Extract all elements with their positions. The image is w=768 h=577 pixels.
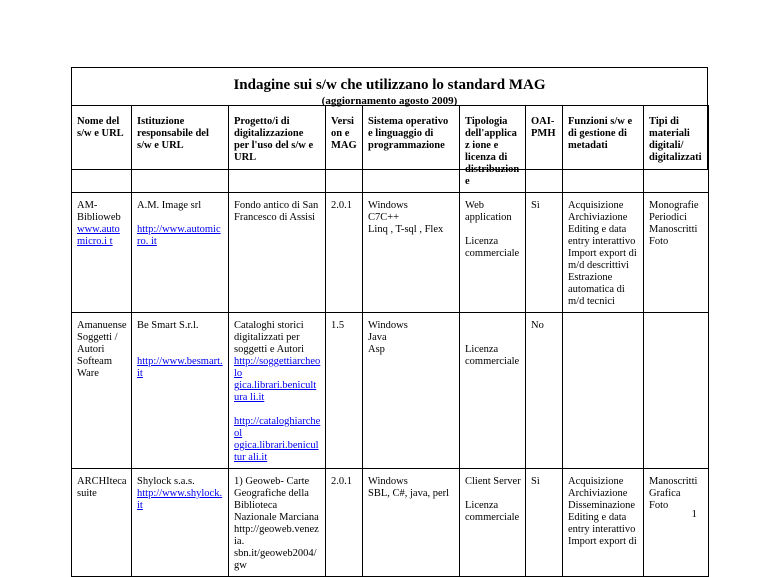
material-line: Periodici xyxy=(649,212,687,223)
function-line: Disseminazione xyxy=(568,500,636,511)
software-name-cell: Amanuense Soggetti / Autori Softeam Ware xyxy=(72,313,132,469)
software-name-cell: ARCHIteca suite xyxy=(72,469,132,577)
function-line: Import export di xyxy=(568,536,637,547)
software-link[interactable]: www.automicro.i t xyxy=(77,224,120,247)
document-title: Indagine sui s/w che utilizzano lo standard MAG xyxy=(233,77,546,93)
institution-link[interactable]: http://www.shylock.it xyxy=(137,488,223,511)
header-cell: Tipologia dell'applicaz ione e licenza di distribuzion e xyxy=(460,106,526,193)
header-cell: Istituzione responsabile del s/w e URL xyxy=(132,106,229,193)
header-cell: Nome del s/w e URL xyxy=(72,106,132,193)
institution-name: A.M. Image srl xyxy=(137,200,202,211)
function-line: Archiviazione xyxy=(568,488,628,499)
software-table xyxy=(71,105,709,577)
functions-cell xyxy=(563,193,644,313)
project-link[interactable]: http://soggettiarcheolo gica.librari.benicultura li.it xyxy=(234,356,321,403)
table-header-row xyxy=(72,106,709,193)
header-cell: OAI-PMH xyxy=(526,106,563,193)
license: Licenza commerciale xyxy=(465,500,520,523)
materials-cell xyxy=(644,193,709,313)
material-line: Foto xyxy=(649,236,669,247)
table-row xyxy=(72,469,709,577)
os-line: Asp xyxy=(368,344,385,355)
material-line: Grafica xyxy=(649,488,681,499)
institution-name: Be Smart S.r.l. xyxy=(137,320,199,331)
institution-link[interactable]: http://www.automicro. it xyxy=(137,224,221,247)
function-line: Editing e data entry interattivo xyxy=(568,224,636,247)
table-row xyxy=(72,193,709,313)
function-line: Acquisizione xyxy=(568,200,624,211)
version-cell: 2.0.1 xyxy=(326,469,363,577)
project-link[interactable]: http://cataloghiarcheol ogica.librari.benicultur ali.it xyxy=(234,416,321,463)
project-name: Cataloghi storici digitalizzati per soggetti e Autori xyxy=(234,320,304,355)
type-cell xyxy=(460,313,526,469)
material-line: Monografie xyxy=(649,200,699,211)
functions-cell xyxy=(563,469,644,577)
oai-cell: Sì xyxy=(526,193,563,313)
institution-name: Shylock s.a.s. xyxy=(137,476,195,487)
project-cell: Fondo antico di San Francesco di Assisi xyxy=(229,193,326,313)
header-cell: Tipi di materiali digitali/ digitalizzati xyxy=(644,106,709,193)
function-line: Editing e data entry interattivo xyxy=(568,512,636,535)
institution-cell xyxy=(132,193,229,313)
header-cell: Funzioni s/w e di gestione di metadati xyxy=(563,106,644,193)
project-cell xyxy=(229,313,326,469)
material-line: Foto xyxy=(649,500,669,511)
function-line: Archiviazione xyxy=(568,212,628,223)
institution-cell xyxy=(132,313,229,469)
project-cell: 1) Geoweb- Carte Geografiche della Biblioteca Nazionale Marciana http://geoweb.venezia. sbn.it/geoweb2004/gw xyxy=(229,469,326,577)
materials-cell xyxy=(644,469,709,577)
application-type: Client Server xyxy=(465,476,521,487)
materials-cell xyxy=(644,313,709,469)
table-row xyxy=(72,313,709,469)
os-cell xyxy=(363,313,460,469)
oai-cell: Sì xyxy=(526,469,563,577)
functions-cell xyxy=(563,313,644,469)
institution-link[interactable]: http://www.besmart.it xyxy=(137,356,223,379)
function-line: Acquisizione xyxy=(568,476,624,487)
version-cell: 2.0.1 xyxy=(326,193,363,313)
document-subtitle: (aggiornamento agosto 2009) xyxy=(321,95,458,107)
software-name-cell xyxy=(72,193,132,313)
function-line: Estrazione automatica di m/d tecnici xyxy=(568,272,625,307)
license: Licenza commerciale xyxy=(465,236,520,259)
type-cell xyxy=(460,469,526,577)
function-line: Import export di m/d descrittivi xyxy=(568,248,637,271)
institution-cell xyxy=(132,469,229,577)
material-line: Manoscritti xyxy=(649,476,698,487)
header-cell: Sistema operativo e linguaggio di programmazione xyxy=(363,106,460,193)
os-line: Windows xyxy=(368,200,408,211)
os-cell xyxy=(363,469,460,577)
os-line: C7C++ xyxy=(368,212,400,223)
header-cell: Progetto/i di digitalizzazione per l'uso del s/w e URL xyxy=(229,106,326,193)
version-cell: 1.5 xyxy=(326,313,363,469)
os-line: Windows xyxy=(368,320,408,331)
os-line: Java xyxy=(368,332,387,343)
os-line: SBL, C#, java, perl xyxy=(368,488,450,499)
application-type: Web application xyxy=(465,200,512,223)
header-cell: Version e MAG xyxy=(326,106,363,193)
os-cell xyxy=(363,193,460,313)
page-number: 1 xyxy=(691,508,697,520)
material-line: Manoscritti xyxy=(649,224,698,235)
os-line: Windows xyxy=(368,476,408,487)
oai-cell: No xyxy=(526,313,563,469)
type-cell xyxy=(460,193,526,313)
software-name: AM-Biblioweb xyxy=(77,200,121,223)
license: Licenza commerciale xyxy=(465,344,520,367)
os-line: Linq , T-sql , Flex xyxy=(368,224,444,235)
